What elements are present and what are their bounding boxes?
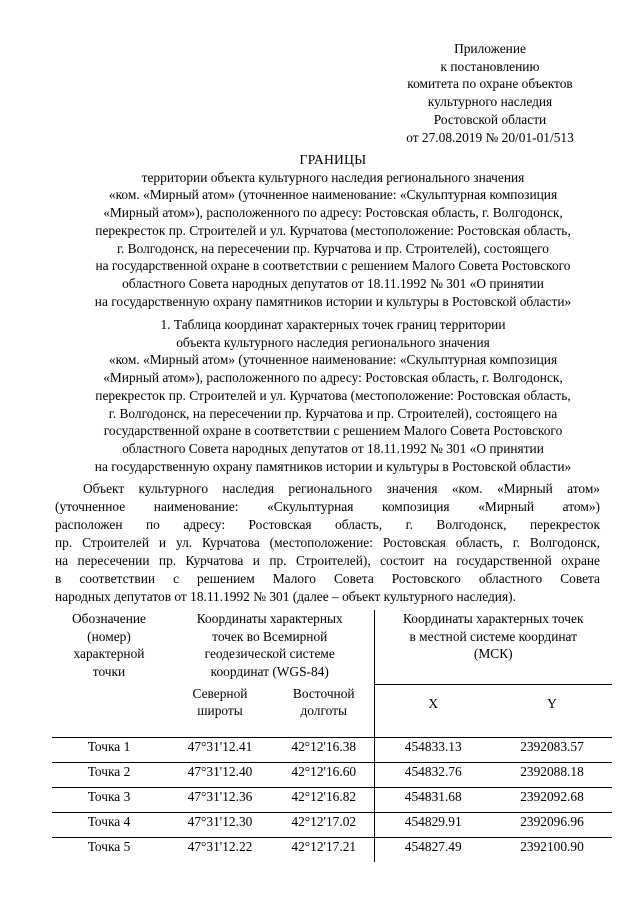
cell-y: 2392083.57 [492, 738, 612, 763]
document-title [36, 151, 630, 310]
header-text: Восточной [292, 685, 355, 701]
header-text: X [428, 696, 439, 711]
header-x [374, 685, 492, 738]
section-line: «Мирный атом»), расположенного по адресу: Ростовская область, г. Волгодонск, [103, 370, 563, 386]
table-row [52, 838, 612, 863]
cell-x: 454833.13 [374, 738, 492, 763]
paragraph-line: в соответствии с решением Малого Совета Ростовского областного Совета [55, 571, 600, 586]
table-row [52, 813, 612, 838]
title-line: на государственной охране в соответствии с решением Малого Совета Ростовского [95, 258, 571, 274]
cell-y: 2392092.68 [492, 788, 612, 813]
section-line: «ком. «Мирный атом» (уточненное наименование: «Скульптурная композиция [108, 352, 558, 368]
cell-north: 47°31'12.40 [166, 763, 274, 788]
cell-point: Точка 2 [52, 763, 166, 788]
section-line: на государственную охрану памятников истории и культуры в Ростовской области» [94, 458, 572, 474]
header-wgs [166, 610, 374, 685]
section-line: г. Волгодонск, на пересечении пр. Курчатова и пр. Строителей), состоящего на [108, 405, 558, 421]
header-msk [374, 610, 612, 685]
cell-east: 42°12'16.60 [274, 763, 374, 788]
header-text: долготы [300, 703, 348, 719]
header-text: характерной [73, 646, 145, 662]
cell-x: 454829.91 [374, 813, 492, 838]
paragraph-line: народных депутатов от 18.11.1992 № 301 (далее – объект культурного наследия). [55, 589, 516, 604]
cell-x: 454832.76 [374, 763, 492, 788]
section-1-heading [36, 316, 630, 475]
table-row [52, 738, 612, 763]
header-text: Обозначение [72, 611, 146, 626]
coordinates-table [52, 610, 612, 862]
paragraph-line: на пересечении пр. Курчатова и пр. Строителей), состоит на государственной охране [55, 553, 600, 568]
title-line: г. Волгодонск, на пересечении пр. Курчатова и пр. Строителей), состоящего [117, 240, 549, 256]
title-line: областного Совета народных депутатов от 18.11.1992 № 301 «О принятии [122, 275, 544, 291]
section-line: перекресток пр. Строителей и ул. Курчатова (местоположение: Ростовская область, [95, 387, 571, 403]
cell-y: 2392100.90 [492, 838, 612, 863]
appendix-line: от 27.08.2019 № 20/01-01/513 [406, 129, 574, 145]
cell-east: 42°12'17.02 [274, 813, 374, 838]
cell-point: Точка 4 [52, 813, 166, 838]
cell-x: 454831.68 [374, 788, 492, 813]
appendix-line: комитета по охране объектов [407, 76, 573, 92]
header-text: Y [547, 696, 557, 711]
cell-y: 2392096.96 [492, 813, 612, 838]
header-north [166, 685, 274, 738]
cell-point: Точка 3 [52, 788, 166, 813]
table-row [52, 763, 612, 788]
header-y [492, 685, 612, 738]
title-line: перекресток пр. Строителей и ул. Курчатова (местоположение: Ростовская область, [95, 222, 571, 238]
cell-north: 47°31'12.22 [166, 838, 274, 863]
header-text: точки [92, 664, 126, 680]
header-text: Координаты характерных [196, 611, 343, 626]
header-text: широты [197, 703, 243, 719]
cell-north: 47°31'12.36 [166, 788, 274, 813]
section-line: 1. Таблица координат характерных точек границ территории [160, 317, 506, 332]
cell-x: 454827.49 [374, 838, 492, 863]
header-text: (номер) [87, 628, 131, 644]
title-line: на государственную охрану памятников истории и культуры в Ростовской области» [94, 293, 572, 309]
cell-point: Точка 1 [52, 738, 166, 763]
appendix-line: Приложение [454, 41, 526, 56]
title-line: «ком. «Мирный атом» (уточненное наименование: «Скульптурная композиция [108, 187, 558, 203]
cell-y: 2392088.18 [492, 763, 612, 788]
section-line: областного Совета народных депутатов от 18.11.1992 № 301 «О принятии [122, 440, 544, 456]
paragraph-line: Объект культурного наследия регионального значения «ком. «Мирный атом» [83, 481, 600, 496]
cell-east: 42°12'16.38 [274, 738, 374, 763]
appendix-header [380, 40, 600, 146]
appendix-line: к постановлению [440, 58, 540, 74]
header-point [52, 610, 166, 738]
cell-east: 42°12'17.21 [274, 838, 374, 863]
cell-north: 47°31'12.41 [166, 738, 274, 763]
cell-east: 42°12'16.82 [274, 788, 374, 813]
header-text: Координаты характерных точек [403, 611, 584, 626]
object-description-paragraph [55, 480, 600, 606]
header-text: Северной [192, 685, 248, 701]
appendix-line: культурного наследия [427, 94, 553, 110]
title-line: «Мирный атом»), расположенного по адресу: Ростовская область, г. Волгодонск, [103, 205, 563, 221]
header-text: точек во Всемирной [212, 628, 328, 644]
table-row [52, 788, 612, 813]
section-line: объекта культурного наследия регионального значения [176, 334, 490, 350]
header-text: в местной системе координат [409, 628, 578, 644]
header-text: геодезической системе [204, 646, 335, 662]
cell-point: Точка 5 [52, 838, 166, 863]
header-east [274, 685, 374, 738]
paragraph-line: пр. Строителей и ул. Курчатова (местоположение: Ростовская область, г. Волгодонск, [55, 535, 600, 550]
section-line: государственной охране в соответствии с решением Малого Совета Ростовского [103, 423, 563, 439]
table-header-row [52, 610, 612, 685]
cell-north: 47°31'12.30 [166, 813, 274, 838]
paragraph-line: (уточненное наименование: «Скульптурная композиция «Мирный атом») [55, 499, 600, 514]
appendix-line: Ростовской области [433, 111, 547, 127]
title-line: территории объекта культурного наследия регионального значения [141, 169, 525, 185]
title-heading: ГРАНИЦЫ [299, 152, 367, 167]
header-text: (МСК) [473, 646, 513, 662]
header-text: координат (WGS-84) [210, 664, 329, 680]
paragraph-line: расположен по адресу: Ростовская область, г. Волгодонск, перекресток [55, 517, 600, 532]
